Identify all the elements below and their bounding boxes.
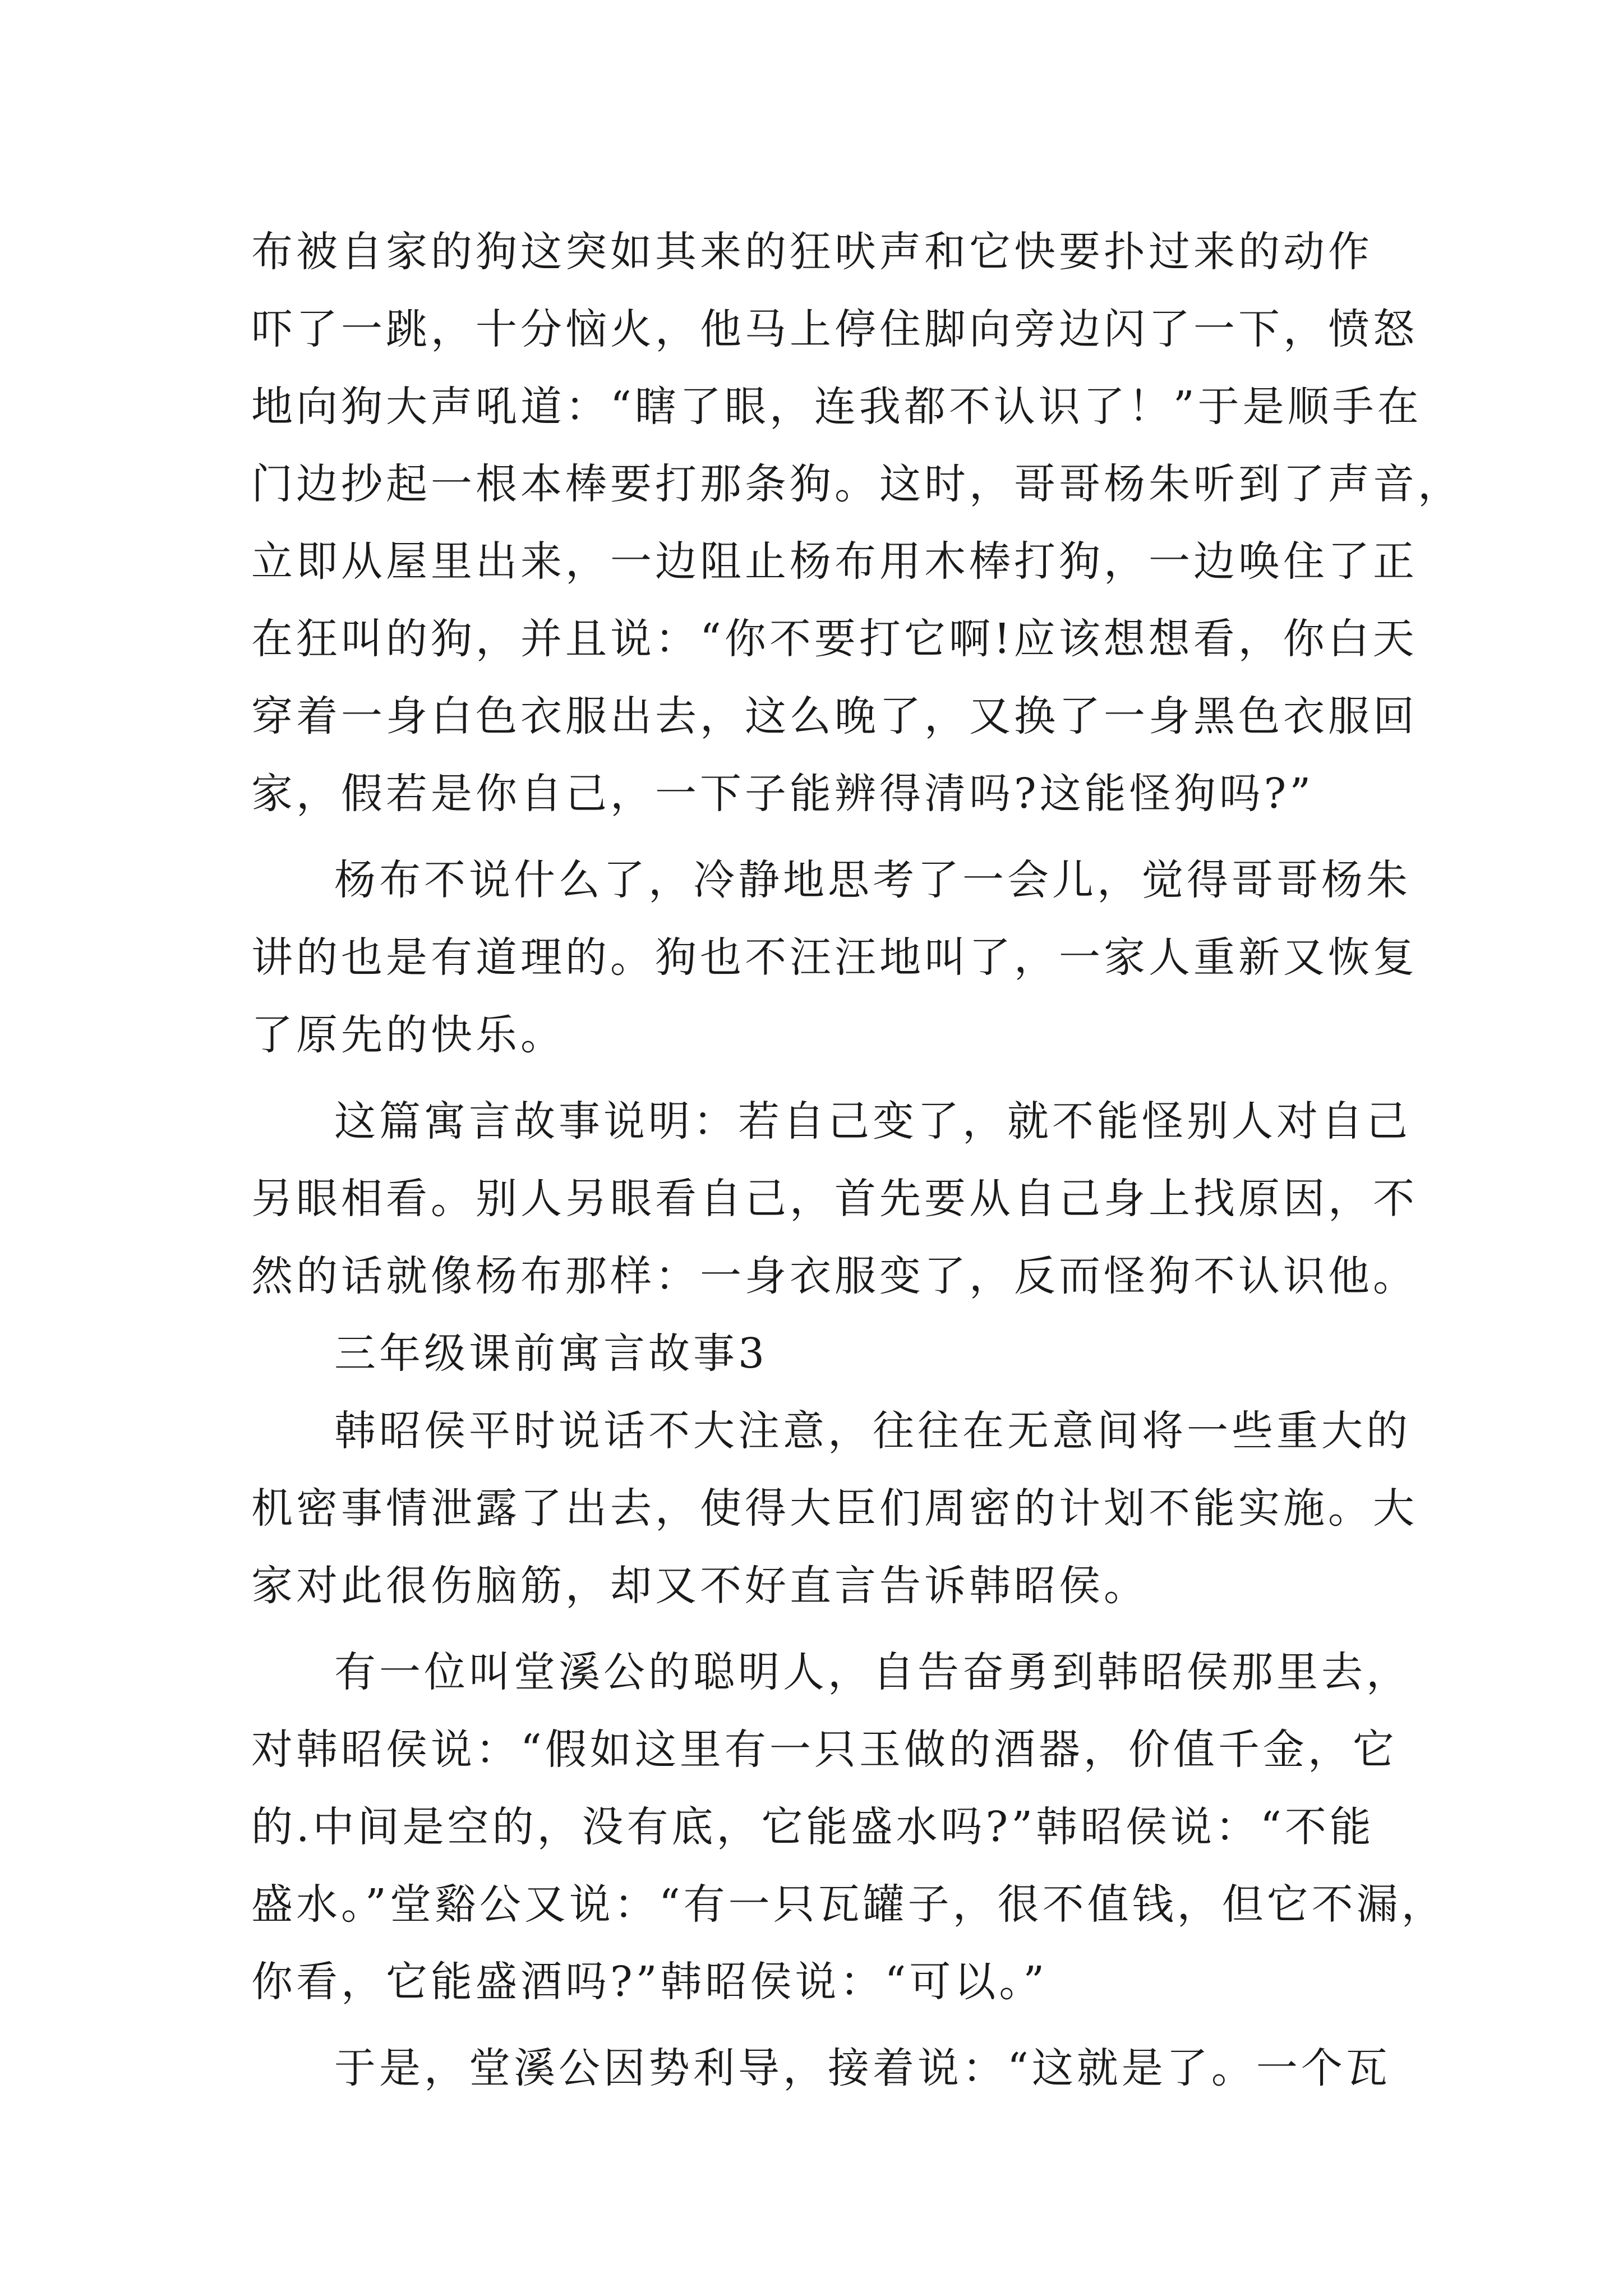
paragraph-first-line: 有一位叫堂溪公的聪明人，自告奋勇到韩昭侯那里去， <box>334 1648 1411 1696</box>
text-line: 盛水。”堂谿公又说：“有一只瓦罐子，很不值钱，但它不漏， <box>251 1880 1446 1929</box>
text-line: 了原先的快乐。 <box>251 1011 565 1059</box>
text-line: 家对此很伤脑筋，却又不好直言告诉韩昭侯。 <box>251 1562 1149 1610</box>
paragraph-first-line: 韩昭侯平时说话不大注意，往往在无意间将一些重大的 <box>334 1407 1411 1455</box>
text-line: 吓了一跳，十分恼火，他马上停住脚向旁边闪了一下，愤怒 <box>251 305 1418 353</box>
text-line: 布被自家的狗这突如其来的狂吠声和它快要扑过来的动作 <box>251 228 1373 276</box>
text-line: 你看，它能盛酒吗?”韩昭侯说：“可以。” <box>251 1958 1048 2006</box>
text-line: 的.中间是空的，没有底，它能盛水吗?”韩昭侯说：“不能 <box>251 1803 1375 1851</box>
text-line: 然的话就像杨布那样：一身衣服变了，反而怪狗不认识他。 <box>251 1252 1418 1300</box>
document-body <box>251 213 1463 2107</box>
text-line: 门边抄起一根本棒要打那条狗。这时，哥哥杨朱听到了声音， <box>251 460 1463 508</box>
text-line: 机密事情泄露了出去，使得大臣们周密的计划不能实施。大 <box>251 1484 1418 1533</box>
text-line: 另眼相看。别人另眼看自己，首先要从自己身上找原因，不 <box>251 1175 1418 1223</box>
paragraph-first-line: 于是，堂溪公因势利导，接着说：“这就是了。一个瓦 <box>334 2044 1391 2092</box>
text-line: 立即从屋里出来，一边阻止杨布用木棒打狗，一边唤住了正 <box>251 537 1418 586</box>
section-heading: 三年级课前寓言故事3 <box>334 1329 768 1378</box>
paragraph-first-line: 这篇寓言故事说明：若自己变了，就不能怪别人对自己 <box>334 1097 1411 1145</box>
text-line: 对韩昭侯说：“假如这里有一只玉做的酒器，价值千金，它 <box>251 1726 1398 1774</box>
text-line: 家，假若是你自己，一下子能辨得清吗?这能怪狗吗?” <box>251 770 1315 818</box>
text-line: 在狂叫的狗，并且说：“你不要打它啊!应该想想看，你白天 <box>251 615 1418 663</box>
text-line: 讲的也是有道理的。狗也不汪汪地叫了，一家人重新又恢复 <box>251 933 1418 982</box>
text-line: 地向狗大声吼道：“瞎了眼，连我都不认识了！”于是顺手在 <box>251 383 1422 431</box>
text-line: 穿着一身白色衣服出去，这么晚了，又换了一身黑色衣服回 <box>251 692 1418 740</box>
paragraph-first-line: 杨布不说什么了，冷静地思考了一会儿，觉得哥哥杨朱 <box>334 856 1411 904</box>
